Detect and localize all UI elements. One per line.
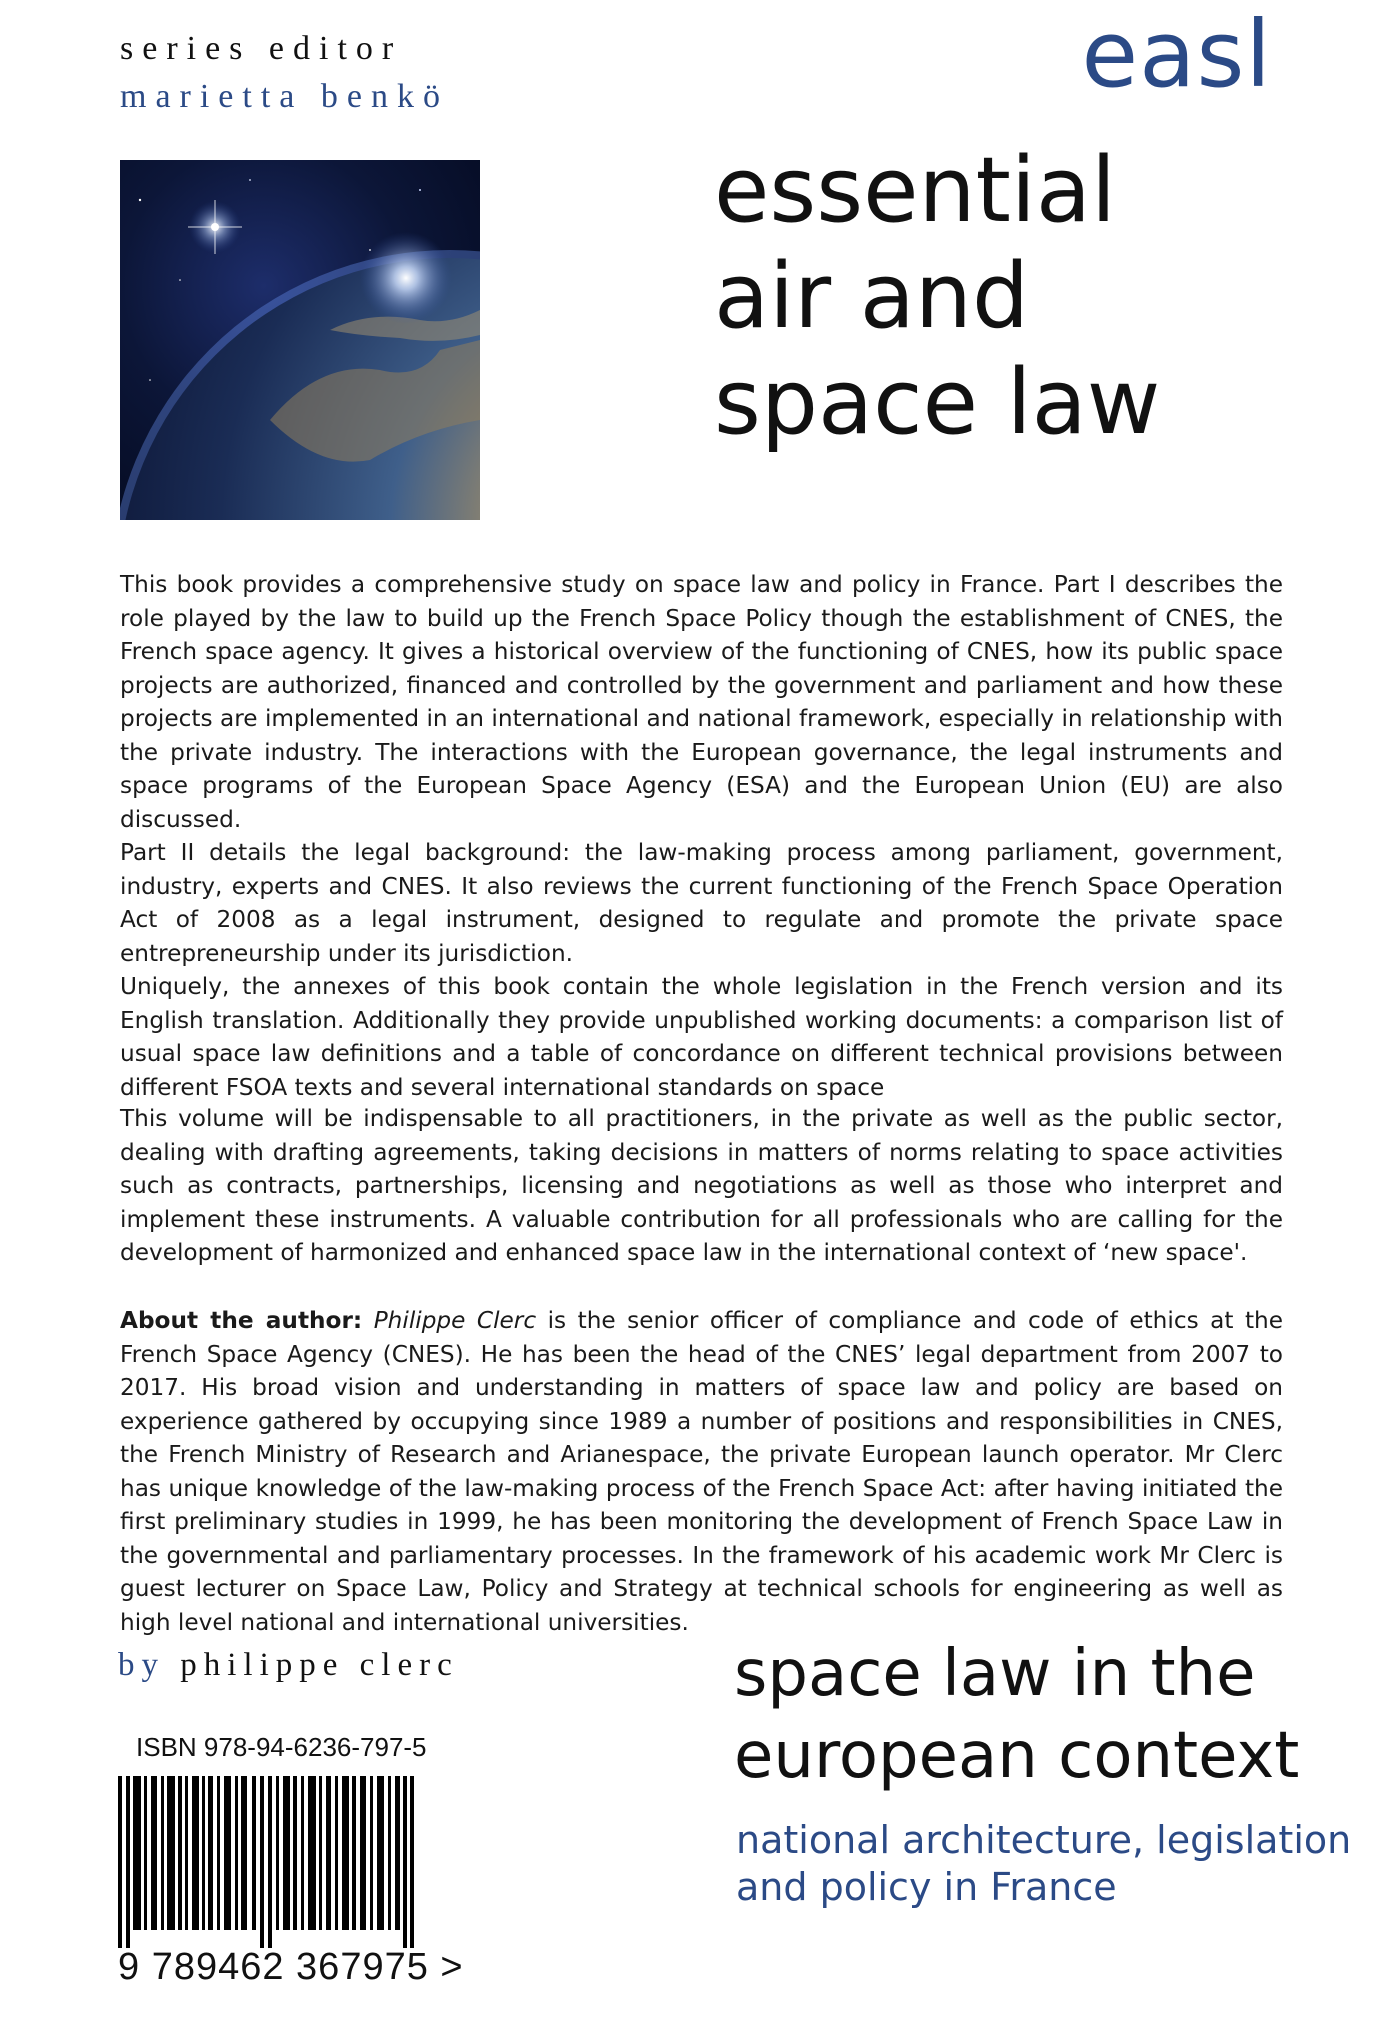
earth-icon <box>120 160 480 520</box>
series-label: series editor <box>120 30 403 67</box>
isbn-number: ISBN 978-94-6236-797-5 <box>136 1732 427 1762</box>
series-logo: easl <box>1081 1 1272 108</box>
barcode-digits: 9 789462 367975 > <box>118 1946 464 1988</box>
author-line <box>118 1647 459 1684</box>
book-subtitle: national architecture, legislation and policy in France <box>736 1818 1352 1909</box>
about-author-label: About the author: <box>120 1307 363 1334</box>
series-title: essential air and space law <box>714 138 1161 455</box>
about-author-text: is the senior officer of compliance and code of ethics at the French Space Agency (CNES). He has been the head of the CNES’ legal department from 2007 to 2017. His broad vision and understanding in matters of space law and policy are based on experience gathered by occupying since 1989 a number of positions and responsibilities in CNES, the French Ministry of Research and Arianespace, the private European launch operator. Mr Clerc has unique knowledge of the law-making process of the French Space Act: after having initiated the first preliminary studies in 1999, he has been monitoring the development of French Space Law in the governmental and parliamentary processes. In the framework of his academic work Mr Clerc is guest lecturer on Space Law, Policy and Strategy at technical schools for engineering as well as high level national and international universities. <box>120 1307 1283 1636</box>
author-line-name: philippe clerc <box>180 1647 459 1683</box>
by-label: by <box>118 1647 165 1683</box>
audience-paragraph <box>120 1102 1283 1270</box>
book-description <box>120 568 1283 1104</box>
description-paragraph: This book provides a comprehensive study on space law and policy in France. Part I describes the role played by the law to build up the French Space Policy though the establishment of CNES, the French space agency. It gives a historical overview of the functioning of CNES, how its public space projects are authorized, financed and controlled by the government and parliament and how these projects are implemented in an international and national framework, especially in relationship with the private industry. The interactions with the European governance, the legal instruments and space programs of the European Space Agency (ESA) and the European Union (EU) are also discussed. <box>120 571 1283 833</box>
about-author-paragraph <box>120 1304 1283 1639</box>
earth-from-space-image <box>120 160 480 520</box>
series-editor-name: marietta benkö <box>120 78 449 115</box>
about-author <box>120 1304 1283 1639</box>
book-title: space law in the european context <box>734 1637 1300 1793</box>
audience-text: This volume will be indispensable to all practitioners, in the private as well as the public sector, dealing with drafting agreements, taking decisions in matters of norms relating to space activities such as contracts, partnerships, licensing and negotiations as well as those who interpret and implement these instruments. A valuable contribution for all professionals who are calling for the development of harmonized and enhanced space law in the international context of ‘new space'. <box>120 1105 1283 1266</box>
description-paragraph: Uniquely, the annexes of this book contain the whole legislation in the French version and its English translation. Additionally they provide unpublished working documents: a comparison list of usual space law definitions and a table of concordance on different technical provisions between different FSOA texts and several international standards on space <box>120 973 1283 1101</box>
barcode-icon <box>118 1776 414 1948</box>
description-paragraph: Part II details the legal background: the law-making process among parliament, government, industry, experts and CNES. It also reviews the current functioning of the French Space Operation Act of 2008 as a legal instrument, designed to regulate and promote the private space entrepreneurship under its jurisdiction. <box>120 839 1283 967</box>
author-name: Philippe Clerc <box>373 1307 537 1334</box>
